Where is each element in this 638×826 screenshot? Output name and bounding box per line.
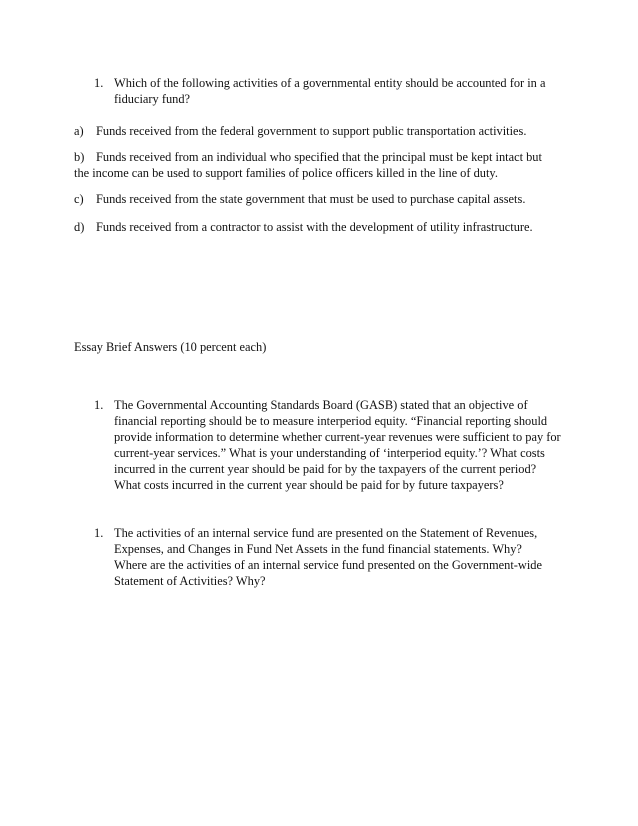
essay-item-text: The Governmental Accounting Standards Board (GASB) stated that an objective of financial reporting should be to measure interperiod equity. “Financial reporting should provide information to determine whether current-year revenues were sufficient to pay for current-year services.” What is your understanding of ‘interperiod equity.’? What costs incurred in the current year should be paid for by the taxpayers of the current period? What costs incurred in the current year should be paid for by future taxpayers? [114,398,561,492]
essay-item-number: 1. [94,526,104,540]
essay-item-2 [94,525,556,589]
option-b [74,149,556,181]
question-1 [94,75,564,107]
option-d [74,219,574,235]
option-a [74,123,574,139]
option-letter: d) [74,220,85,234]
question-number: 1. [94,76,104,90]
option-letter: a) [74,124,84,138]
option-letter: c) [74,192,84,206]
essay-item-text: The activities of an internal service fund are presented on the Statement of Revenues, Expenses, and Changes in Fund Net Assets in the fund financial statements. Why? Where are the activities of an internal service fund presented on the Government-wide Statement of Activities? Why? [114,526,542,588]
essay-heading: Essay Brief Answers (10 percent each) [74,340,267,354]
essay-item-number: 1. [94,398,104,412]
question-text: Which of the following activities of a governmental entity should be accounted for in a fiduciary fund? [114,76,546,106]
option-text: Funds received from an individual who specified that the principal must be kept intact but the income can be used to support families of police officers killed in the line of duty. [74,150,542,180]
option-text: Funds received from the state government that must be used to purchase capital assets. [96,192,526,206]
option-letter: b) [74,150,85,164]
option-c [74,191,574,207]
option-text: Funds received from the federal government to support public transportation activities. [96,124,527,138]
option-text: Funds received from a contractor to assist with the development of utility infrastructure. [96,220,533,234]
essay-item-1 [94,397,564,493]
